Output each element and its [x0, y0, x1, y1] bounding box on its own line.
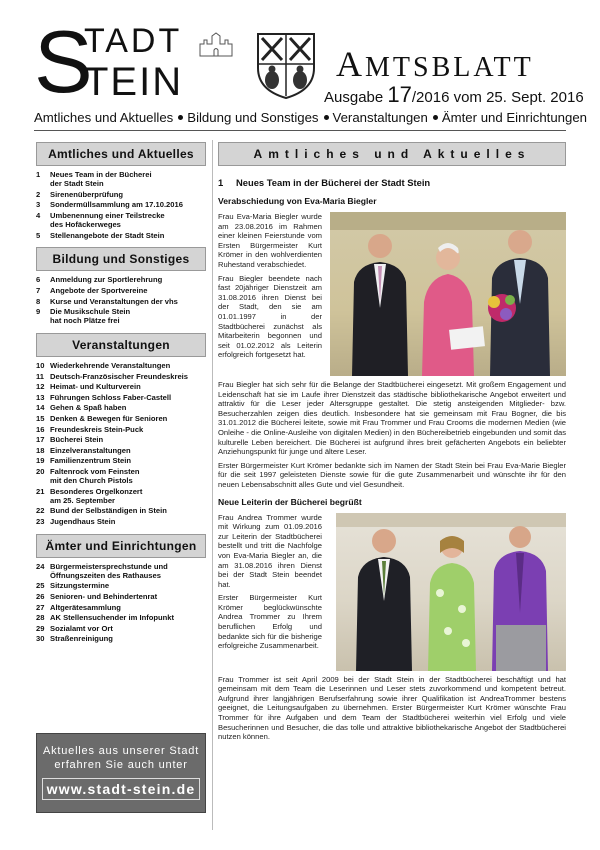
toc-item: 14 Gehen & Spaß haben	[36, 403, 127, 413]
toc-item: 8 Kurse und Veranstaltungen der vhs	[36, 296, 178, 306]
section-header: Amtliches und Aktuelles	[218, 142, 566, 166]
toc-item: 4 Umbenennung einer Teilstrecke des Hofäckerweges	[36, 210, 165, 230]
logo-word-tein: TEIN	[84, 60, 184, 104]
toc-item: 10 Wiederkehrende Veranstaltungen	[36, 360, 171, 370]
paragraph: Frau Trommer ist seit April 2009 bei der Stadt Stein in der Stadtbücherei beschäftigt und hat gemeinsam mit dem Team die Leserinnen und Leser stets zuvorkommend und kompetent betreut. Aufgrund ihrer langjährigen Berufserfahrung sowie ihrer Qualifikation ist AndreaTrommer bestens geeignet, die Leitungsaufgaben zu übernehmen. Erster Bürgermeister Kurt Krömer wünschte Frau Trommer für ihre Aufgaben und dem Team der Stadtbücherei weiterhin viel Erfolg und viele Besucherinnen und Besucher, die das tolle und attraktive bibliothekarische Angebot der Stadtbücherei nutzen können.	[218, 674, 566, 742]
logo-word-tadt: TADT	[84, 22, 183, 60]
column-divider	[212, 140, 213, 830]
toc-item: 21 Besonderes Orgelkonzert am 25. September	[36, 486, 143, 505]
website-link[interactable]: www.stadt-stein.de	[42, 778, 201, 800]
toc-item: 6 Anmeldung zur Sportlerehrung	[36, 275, 163, 285]
toc-list	[36, 357, 206, 534]
toc-item: 24 Bürgermeistersprechstunde und Öffnungszeiten des Rathauses	[36, 561, 168, 580]
text-photo-row	[218, 513, 566, 671]
main-column	[218, 142, 566, 742]
publication-title: AMTSBLATT	[336, 44, 534, 84]
logo-letter-s: S	[34, 12, 93, 111]
topic-veranstaltungen: Veranstaltungen	[332, 110, 428, 125]
toc-list	[36, 558, 206, 651]
divider	[34, 130, 566, 131]
topic-bildung: Bildung und Sonstiges	[187, 110, 319, 125]
photo-farewell	[330, 212, 566, 376]
toc-section-title: Bildung und Sonstiges	[36, 247, 206, 271]
toc-item: 13 Führungen Schloss Faber-Castell	[36, 392, 172, 402]
promo-line: Aktuelles aus unserer Stadt	[42, 745, 200, 757]
masthead	[34, 12, 584, 111]
toc-item: 30 Straßenreinigung	[36, 634, 113, 644]
toc-item: 23 Jugendhaus Stein	[36, 517, 116, 527]
toc-item: 3 Sondermüllsammlung am 17.10.2016	[36, 200, 183, 210]
paragraph: Frau Biegler beendete nach fast 20jähriger Dienstzeit am 31.08.2016 ihren Dienst bei der Stadt, den sie am 01.01.1997 in der Stadtbücherei zunächst als Mitarbeiterin begonnen und seit 01.02.2012 als Leiterin erfolgreich fortgesetzt hat.	[218, 273, 322, 360]
toc-item: 12 Heimat- und Kulturverein	[36, 382, 141, 392]
toc-item: 27 Altgerätesammlung	[36, 602, 121, 612]
toc-item: 5 Stellenangebote der Stadt Stein	[36, 230, 165, 240]
toc-item: 22 Bund der Selbständigen in Stein	[36, 506, 167, 516]
promo-line: erfahren Sie auch unter	[54, 759, 188, 771]
toc-section-title: Ämter und Einrichtungen	[36, 534, 206, 558]
toc-item: 9 Die Musikschule Stein hat noch Plätze frei	[36, 307, 131, 326]
toc-item: 26 Senioren- und Behindertenrat	[36, 592, 158, 602]
toc-item: 2 Sirenenüberprüfung	[36, 189, 123, 199]
paragraph: Erster Bürgermeister Kurt Krömer bedankte sich im Namen der Stadt Stein bei Frau Eva-Marie Biegler für die seit 1997 geleisteten Dienste sowie für die gute Zusammenarbeit und wünschte ihr für den neuen Lebensabschnitt alles Gute und viel Gesundheit.	[218, 460, 566, 489]
bullet-icon	[433, 115, 438, 120]
paragraph: Frau Eva-Maria Biegler wurde am 23.08.2016 im Rahmen einer kleinen Feierstunde vom Ersten Bürgermeister Kurt Krömer in den wohlverdienten Ruhestand verabschiedet.	[218, 212, 322, 269]
topic-navigation	[34, 110, 588, 125]
paragraph: Erster Bürgermeister Kurt Krömer beglückwünschte Andrea Trommer zu Ihrem beruflichen Erfolg und bedankte sich für die bisherige erfolgreiche Zusammenarbeit.	[218, 593, 322, 651]
topic-aemter: Ämter und Einrichtungen	[441, 110, 588, 125]
toc-item: 11 Deutsch-Französischer Freundeskreis	[36, 371, 189, 381]
coat-of-arms-icon	[254, 30, 318, 100]
toc-item: 17 Bücherei Stein	[36, 435, 104, 445]
website-promo-box	[36, 733, 206, 813]
article-subheading: Neue Leiterin der Bücherei begrüßt	[218, 496, 362, 507]
toc-item: 25 Sitzungstermine	[36, 581, 110, 591]
article-title: 1 Neues Team in der Bücherei der Stadt Stein	[218, 177, 431, 188]
toc-item: 7 Angebote der Sportvereine	[36, 285, 148, 295]
toc-section-title: Veranstaltungen	[36, 333, 206, 357]
topic-amtliches: Amtliches und Aktuelles	[34, 110, 174, 125]
text-photo-row	[218, 212, 566, 376]
toc-item: 18 Einzelveranstaltungen	[36, 445, 131, 455]
issue-line: Ausgabe 17/2016 vom 25. Sept. 2016	[324, 82, 584, 107]
toc-item: 1 Neues Team in der Bücherei der Stadt Stein	[36, 170, 152, 189]
toc-item: 16 Freundeskreis Stein-Puck	[36, 424, 144, 434]
paragraph: Frau Andrea Trommer wurde mit Wirkung zum 01.09.2016 zur Leiterin der Stadtbücherei bestellt und tritt die Nachfolge von Eva-Maria Biegler an, die am 31.08.2016 ihren Dienst bei der Stadt Stein beendet hat.	[218, 512, 322, 589]
paragraph: Frau Biegler hat sich sehr für die Belange der Stadtbücherei eingesetzt. Mit großem Engagement und Leidenschaft hat sie im Laufe ihrer Dienstzeit das städtische bibliothekarische Angebot erweitert und attraktiv für die Leser jeder Altersgruppe gestaltet. Die stetig ansteigenden Mitglieder- bzw. Besucherzahlen zeigen dies deutlich. Insbesondere hat sie gemeinsam mit Frau Bogner, die bis 31.01.2012 die Bücherei leitete, sowie mit Frau Trommer und Frau Crooms die modernen Medien (wie Onleihe - die Online-Ausleihe von digitalen Medien) in den Büchereibetrieb eingebunden und somit das kulturelle Leben bereichert. Die Bücherei ist aufgrund ihres breit gefächerten Angebots ein beliebter Anziehungspunkt für junge und ältere Leser.	[218, 380, 566, 457]
bullet-icon	[178, 115, 183, 120]
castle-icon	[198, 32, 234, 58]
toc-item: 28 AK Stellensuchender im Infopunkt	[36, 613, 175, 623]
photo-welcome	[336, 513, 566, 671]
toc-list	[36, 166, 206, 247]
toc-item: 29 Sozialamt vor Ort	[36, 623, 113, 633]
article-subheading: Verabschiedung von Eva-Maria Biegler	[218, 196, 377, 206]
toc-item: 15 Denken & Bewegen für Senioren	[36, 413, 168, 423]
bullet-icon	[324, 115, 329, 120]
toc-list	[36, 271, 206, 333]
toc-item: 20 Faltenrock vom Feinsten mit den Church Pistols	[36, 466, 140, 486]
toc-section-title: Amtliches und Aktuelles	[36, 142, 206, 166]
toc-item: 19 Familienzentrum Stein	[36, 456, 132, 466]
table-of-contents	[36, 142, 206, 651]
